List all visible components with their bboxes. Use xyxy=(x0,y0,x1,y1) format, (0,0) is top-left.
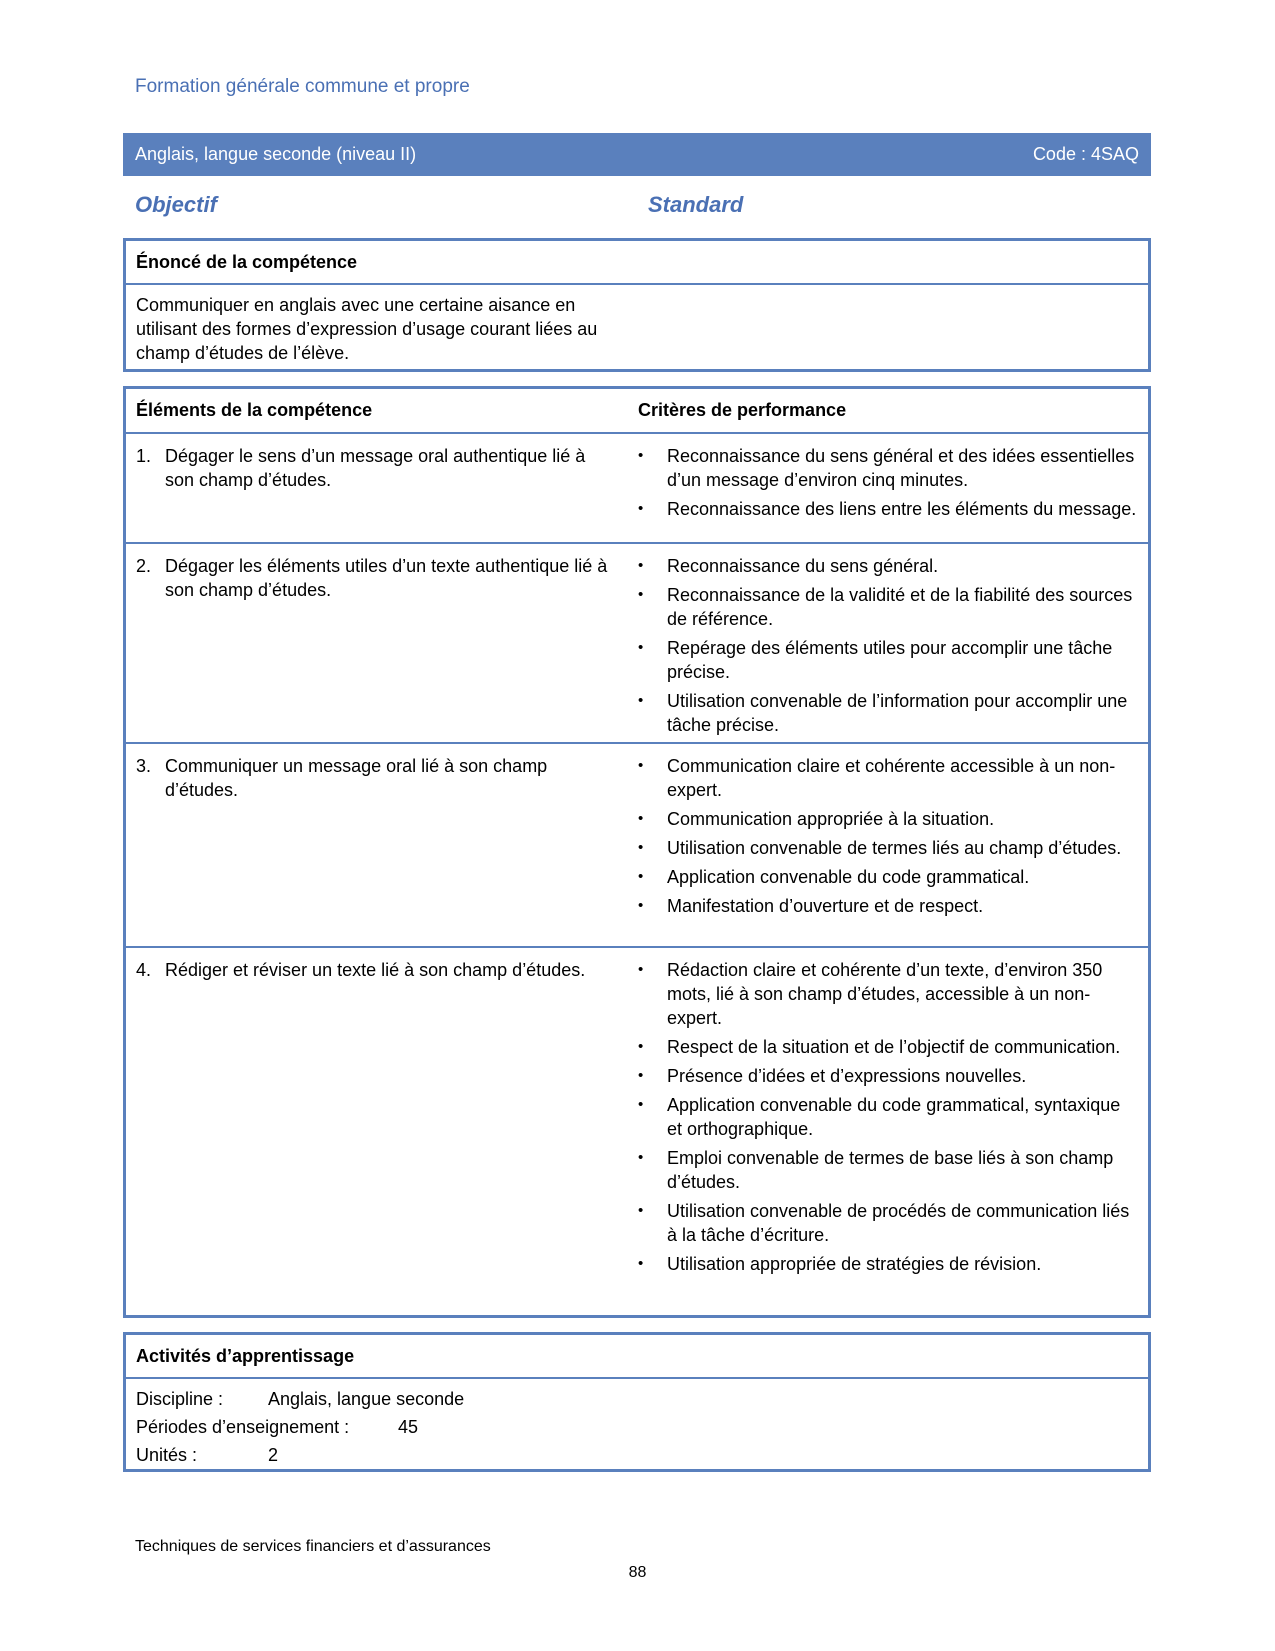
objectif-label: Objectif xyxy=(135,192,217,217)
bullet-icon: • xyxy=(638,897,644,914)
learning-activities-heading: Activités d’apprentissage xyxy=(126,1335,1148,1379)
element-cell xyxy=(126,544,638,742)
element-text: Dégager les éléments utiles d’un texte authentique lié à son champ d’études. xyxy=(165,556,608,600)
criterion-item xyxy=(638,689,1138,737)
units-row xyxy=(136,1441,1138,1469)
criterion-item xyxy=(638,1093,1138,1141)
element-cell xyxy=(126,744,638,946)
criteria-heading: Critères de performance xyxy=(638,400,847,420)
bullet-icon: • xyxy=(638,810,644,827)
table-row xyxy=(126,948,1148,1285)
criterion-text: Reconnaissance des liens entre les éléments du message. xyxy=(667,499,1137,519)
bullet-icon: • xyxy=(638,1096,644,1113)
criterion-text: Communication claire et cohérente accessible à un non-expert. xyxy=(667,756,1116,800)
competence-elements-table xyxy=(123,386,1151,1318)
table-row xyxy=(126,744,1148,948)
criterion-text: Manifestation d’ouverture et de respect. xyxy=(667,896,984,916)
course-title-bar xyxy=(123,133,1151,176)
criterion-item xyxy=(638,1035,1138,1059)
criteria-cell xyxy=(638,744,1148,946)
element-cell xyxy=(126,434,638,542)
footer-program: Techniques de services financiers et d’assurances xyxy=(135,1538,491,1555)
bullet-icon: • xyxy=(638,500,644,517)
element-text: Rédiger et réviser un texte lié à son champ d’études. xyxy=(165,960,586,980)
criterion-text: Application convenable du code grammatical. xyxy=(667,867,1030,887)
bullet-icon: • xyxy=(638,1149,644,1166)
criterion-text: Emploi convenable de termes de base liés à son champ d’études. xyxy=(667,1148,1114,1192)
page-number: 88 xyxy=(628,1564,647,1581)
units-value: 2 xyxy=(268,1445,279,1465)
element-number: 3. xyxy=(136,756,152,776)
criterion-text: Présence d’idées et d’expressions nouvelles. xyxy=(667,1066,1027,1086)
criterion-text: Reconnaissance du sens général et des idées essentielles d’un message d’environ cinq minutes. xyxy=(667,446,1135,490)
bullet-icon: • xyxy=(638,586,644,603)
learning-activities-body xyxy=(126,1379,1148,1475)
bullet-icon: • xyxy=(638,557,644,574)
criterion-item xyxy=(638,554,1138,578)
course-name: Anglais, langue seconde (niveau II) xyxy=(135,144,417,164)
criterion-text: Respect de la situation et de l’objectif de communication. xyxy=(667,1037,1121,1057)
element-text: Communiquer un message oral lié à son champ d’études. xyxy=(165,756,548,800)
table-row xyxy=(126,434,1148,544)
criterion-item xyxy=(638,958,1138,1030)
bullet-icon: • xyxy=(638,1255,644,1272)
competence-statement-box xyxy=(123,238,1151,372)
bullet-icon: • xyxy=(638,447,644,464)
table-header-row xyxy=(126,389,1148,434)
periods-value: 45 xyxy=(398,1417,419,1437)
criterion-text: Repérage des éléments utiles pour accomplir une tâche précise. xyxy=(667,638,1113,682)
criterion-item xyxy=(638,636,1138,684)
bullet-icon: • xyxy=(638,692,644,709)
criterion-item xyxy=(638,754,1138,802)
criterion-text: Communication appropriée à la situation. xyxy=(667,809,995,829)
learning-activities-box xyxy=(123,1332,1151,1472)
criterion-item xyxy=(638,894,1138,918)
competence-statement-text: Communiquer en anglais avec une certaine aisance en utilisant des formes d’expression d’usage courant liées au champ d’études de l’élève. xyxy=(136,295,598,363)
criterion-item xyxy=(638,583,1138,631)
elements-heading: Éléments de la compétence xyxy=(136,400,373,420)
discipline-value: Anglais, langue seconde xyxy=(268,1389,465,1409)
criterion-text: Utilisation convenable de l’information pour accomplir une tâche précise. xyxy=(667,691,1128,735)
element-number: 2. xyxy=(136,556,152,576)
criteria-cell xyxy=(638,948,1148,1285)
criterion-text: Utilisation convenable de termes liés au champ d’études. xyxy=(667,838,1122,858)
element-cell xyxy=(126,948,638,1285)
criterion-text: Utilisation convenable de procédés de communication liés à la tâche d’écriture. xyxy=(667,1201,1130,1245)
course-code: Code : 4SAQ xyxy=(1032,144,1139,164)
objective-standard-labels xyxy=(135,192,1151,222)
criterion-text: Application convenable du code grammatical, syntaxique et orthographique. xyxy=(667,1095,1121,1139)
bullet-icon: • xyxy=(638,1067,644,1084)
bullet-icon: • xyxy=(638,639,644,656)
criterion-item xyxy=(638,497,1138,521)
criterion-item xyxy=(638,836,1138,860)
criterion-item xyxy=(638,1252,1138,1276)
bullet-icon: • xyxy=(638,868,644,885)
periods-label: Périodes d’enseignement : xyxy=(136,1417,350,1437)
criterion-text: Reconnaissance de la validité et de la fiabilité des sources de référence. xyxy=(667,585,1133,629)
criterion-item xyxy=(638,1146,1138,1194)
periods-row xyxy=(136,1413,1138,1441)
bullet-icon: • xyxy=(638,1202,644,1219)
criterion-text: Reconnaissance du sens général. xyxy=(667,556,939,576)
competence-statement-heading: Énoncé de la compétence xyxy=(126,241,1148,285)
element-number: 4. xyxy=(136,960,152,980)
standard-label: Standard xyxy=(648,192,744,217)
bullet-icon: • xyxy=(638,961,644,978)
bullet-icon: • xyxy=(638,1038,644,1055)
element-text: Dégager le sens d’un message oral authentique lié à son champ d’études. xyxy=(165,446,586,490)
page-header: Formation générale commune et propre xyxy=(135,76,470,97)
bullet-icon: • xyxy=(638,839,644,856)
criterion-item xyxy=(638,807,1138,831)
criterion-text: Utilisation appropriée de stratégies de révision. xyxy=(667,1254,1042,1274)
criterion-item xyxy=(638,1199,1138,1247)
discipline-row xyxy=(136,1385,1138,1413)
criterion-item xyxy=(638,865,1138,889)
criterion-text: Rédaction claire et cohérente d’un texte, d’environ 350 mots, lié à son champ d’études, accessible à un non-expert. xyxy=(667,960,1103,1028)
criteria-cell xyxy=(638,434,1148,542)
element-number: 1. xyxy=(136,446,152,466)
criteria-cell xyxy=(638,544,1148,742)
units-label: Unités : xyxy=(136,1445,198,1465)
table-row xyxy=(126,544,1148,744)
criterion-item xyxy=(638,444,1138,492)
discipline-label: Discipline : xyxy=(136,1389,224,1409)
criterion-item xyxy=(638,1064,1138,1088)
bullet-icon: • xyxy=(638,757,644,774)
